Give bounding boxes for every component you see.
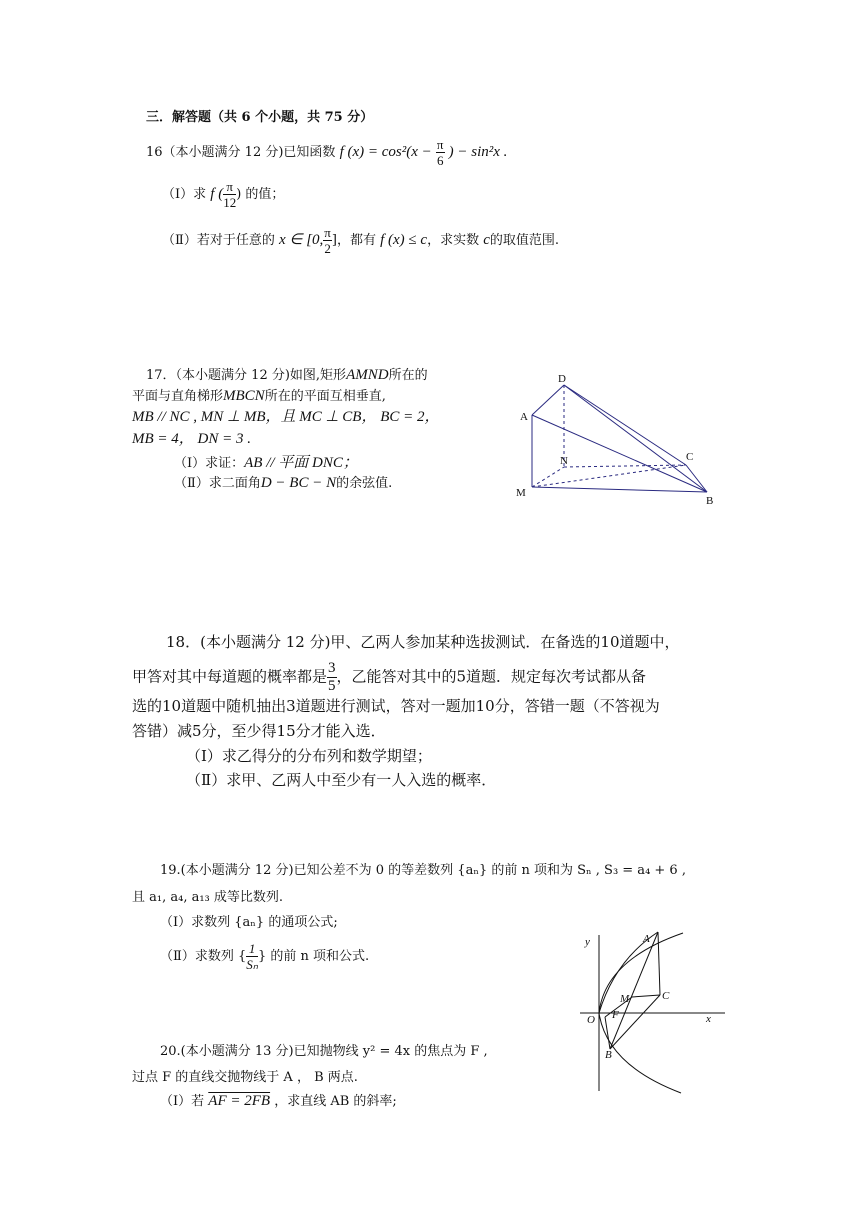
q19-part2: （Ⅱ）求数列 { $\frac{1}{\text{Sₙ}}$ } 的前 n 项和公式. — [160, 941, 370, 972]
q18-line3: 选的10道题中随机抽出3道题进行测试，答对一题加10分，答错一题（不答视为 — [132, 697, 660, 715]
q17-line3: MB // NC , MN ⊥ MB，且 MC ⊥ CB， BC = 2， — [132, 409, 440, 425]
q16-pi-over-2: $\frac{\pi}{2}$ — [324, 225, 331, 256]
q16-func: f (x) = cos²(x − — [339, 144, 432, 160]
line-AB — [610, 932, 658, 1049]
label-x: x — [706, 1013, 711, 1025]
q18-part1: （Ⅰ）求乙得分的分布列和数学期望； — [186, 747, 432, 765]
section-title: 三．解答题（共 6 个小题，共 75 分） — [146, 110, 374, 125]
q19-line2: 且 a₁, a₄, a₁₃ 成等比数列. — [132, 890, 284, 905]
q18-line2: 甲答对其中每道题的概率都是 $\frac{3}{5}$ ，乙能答对其中的5道题．规定每次考试都从备 — [132, 660, 647, 694]
edge-NC — [564, 465, 686, 467]
label-D: D — [558, 373, 566, 385]
q18-three-fifths: $\frac{3}{5}$ — [328, 660, 336, 694]
edge-MN — [532, 467, 564, 487]
q16-part2: （Ⅱ）若对于任意的 x ∈ [0, $\frac{\pi}{2}$ ]，都有 f (x) ≤ c，求实数 c的取值范围. — [162, 225, 560, 256]
q20-line2: 过点 F 的直线交抛物线于 A ， B 两点. — [132, 1070, 358, 1085]
label-M: M — [516, 487, 526, 499]
edge-MB — [532, 487, 707, 492]
q18-part2: （Ⅱ）求甲、乙两人中至少有一人入选的概率． — [186, 771, 497, 789]
q17-part1: （Ⅰ）求证：AB // 平面 DNC； — [174, 455, 358, 471]
line-OB — [605, 1017, 610, 1049]
line-MC — [632, 995, 660, 997]
q18-line1: 18．(本小题满分 12 分)甲、乙两人参加某种选拔测试．在备选的10道题中， — [166, 633, 680, 651]
q20-line1: 20.(本小题满分 13 分)已知抛物线 y² = 4x 的焦点为 F , — [160, 1044, 488, 1059]
q19-one-over-sn: $\frac{1}{\text{Sₙ}}$ — [246, 941, 258, 972]
label-C: C — [686, 451, 694, 463]
q17-figure — [510, 370, 730, 510]
label-O: O — [587, 1014, 595, 1026]
q20-vector-eq: AF = 2FB — [208, 1093, 271, 1109]
label-N: N — [560, 455, 568, 467]
q16-pi-over-6: $\frac{\pi}{6}$ — [436, 137, 444, 168]
line-BC — [610, 995, 660, 1049]
q18-line4: 答错）减5分，至少得15分才能入选． — [132, 722, 386, 740]
q16-pi-over-12: $\frac{\pi}{12}$ — [223, 179, 237, 210]
q17-line1: 17．（本小题满分 12 分)如图,矩形AMND所在的 — [146, 367, 428, 383]
q19-line1: 19.(本小题满分 12 分)已知公差不为 0 的等差数列 {aₙ} 的前 n 项和为 Sₙ , S₃ = a₄ + 6 , — [160, 863, 686, 878]
q20-figure — [575, 925, 735, 1095]
q19-part1: （Ⅰ）求数列 {aₙ} 的通项公式; — [160, 915, 338, 930]
q16-part1: （Ⅰ）求 f ( $\frac{\pi}{12}$ ) 的值； — [162, 179, 285, 210]
line-AC — [658, 932, 660, 995]
q17-line4: MB = 4， DN = 3 . — [132, 431, 251, 447]
edge-MC — [532, 465, 686, 487]
q17-line2: 平面与直角梯形MBCN所在的平面互相垂直, — [132, 388, 386, 404]
q20-part1: （Ⅰ）若 AF = 2FB ，求直线 AB 的斜率; — [160, 1093, 397, 1109]
label-y: y — [585, 936, 590, 948]
q16-statement — [146, 138, 507, 167]
label-F: F — [612, 1009, 619, 1021]
label-B: B — [706, 495, 714, 507]
q16-func-tail: ) − sin²x . — [448, 144, 508, 160]
label-A: A — [520, 411, 528, 423]
label-M: M — [620, 993, 630, 1005]
label-C: C — [662, 990, 670, 1002]
edge-DC — [564, 385, 686, 465]
q17-part2: （Ⅱ）求二面角D − BC − N的余弦值. — [174, 475, 393, 491]
edge-AD — [532, 385, 564, 415]
label-A: A — [643, 933, 650, 945]
q16-intro: 16（本小题满分 12 分)已知函数 — [146, 145, 336, 160]
label-B: B — [605, 1049, 612, 1061]
